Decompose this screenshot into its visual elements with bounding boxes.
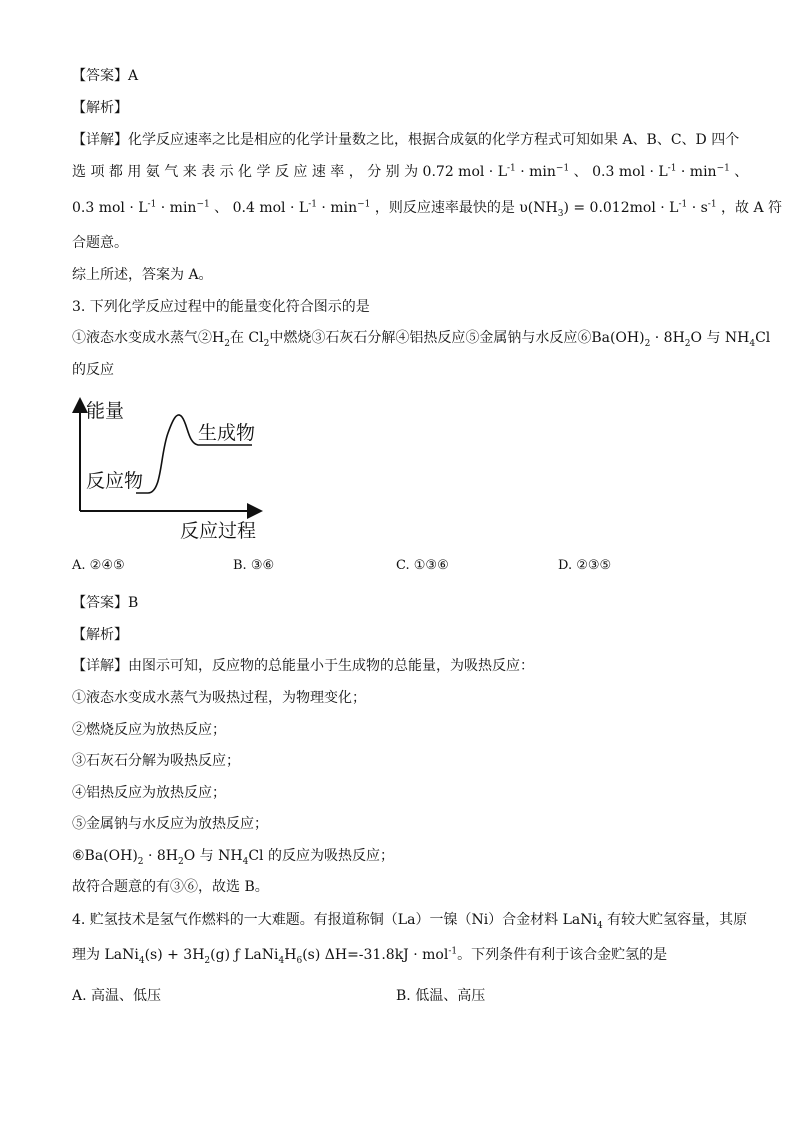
detail-line-2: 选 项 都 用 氨 气 来 表 示 化 学 反 应 速 率 ， 分 别 为 0.72 mol · $L^{-1} \cdot \min^{-1}$ 、 0.3 mol · $L^{-1} \cdot \min^{-1}$ 、 bbox=[72, 163, 749, 180]
q3-point-6: $⑥Ba(OH)_2 \cdot 8H_2O$ 与 $NH_4Cl$ 的反应为吸热反应； bbox=[72, 848, 394, 867]
summary-line: 综上所述，答案为 A。 bbox=[72, 267, 213, 283]
question-3-items: ①液态水变成水蒸气$②H_2$在 $Cl_2$中燃烧③石灰石分解④铝热反应⑤金属钠与水反应$⑥Ba(OH)_2 \cdot 8H_2O$ 与 $NH_4Cl$ bbox=[72, 330, 771, 349]
question-4-line-2: 理为 LaNi$_4$(s) + $3H_2(g)$ ƒ $LaNi_4H_6(s) \Delta H=-31.8kJ \cdot mol^{-1}$。下列条件有利于该合金贮氢的是 bbox=[72, 946, 668, 966]
q3-point-3: ③石灰石分解为吸热反应； bbox=[72, 753, 240, 769]
question-3-stem: 3. 下列化学反应过程中的能量变化符合图示的是 bbox=[72, 299, 370, 315]
answer-line bbox=[72, 67, 138, 85]
detail-line-1: 【详解】化学反应速率之比是相应的化学计量数之比，根据合成氨的化学方程式可知如果 A、B、C、D 四个 bbox=[72, 132, 740, 148]
q4-option-b: B. 低温、高压 bbox=[396, 988, 486, 1004]
option-a: A. ②④⑤ bbox=[72, 558, 125, 573]
q3-detail-intro: 【详解】由图示可知，反应物的总能量小于生成物的总能量，为吸热反应： bbox=[72, 658, 534, 674]
reactant-label: 反应物 bbox=[86, 470, 144, 492]
q3-analysis-tag: 【解析】 bbox=[72, 627, 128, 643]
analysis-tag: 【解析】 bbox=[72, 100, 128, 116]
detail-line-4: 合题意。 bbox=[72, 235, 128, 251]
option-c: C. ①③⑥ bbox=[396, 558, 449, 573]
q4-option-a: A. 高温、低压 bbox=[72, 988, 162, 1004]
detail-line-3: 0.3 mol · $L^{-1} \cdot \min^{-1}$ 、 0.4 mol · $L^{-1} \cdot \min^{-1}$ ，则反应速率最快的是 $\upsilon(NH_3) = 0.012mol \cdot L^{-1} \cdot s^{-1}$ ，故 A 符 bbox=[72, 199, 783, 219]
x-axis-label: 反应过程 bbox=[180, 520, 257, 542]
option-b: B. ③⑥ bbox=[233, 558, 275, 573]
answer-value: A bbox=[128, 68, 139, 84]
question-4-line-1: 4. 贮氢技术是氢气作燃料的一大难题。有报道称铜（La）一镍（Ni）合金材料 LaNi$_4$ 有较大贮氢容量，其原 bbox=[72, 912, 748, 931]
question-3-items-end: 的反应 bbox=[72, 362, 114, 378]
y-axis-label: 能量 bbox=[86, 400, 125, 422]
detail-tag: 【详解】 bbox=[72, 132, 128, 148]
q3-point-4: ④铝热反应为放热反应； bbox=[72, 785, 226, 801]
option-d: D. ②③⑤ bbox=[558, 558, 612, 573]
product-label: 生成物 bbox=[198, 422, 256, 444]
q3-point-2: ②燃烧反应为放热反应； bbox=[72, 722, 226, 738]
q3-point-1: ①液态水变成水蒸气为吸热过程，为物理变化； bbox=[72, 690, 366, 706]
energy-diagram bbox=[70, 393, 270, 543]
q3-answer-line: 【答案】B bbox=[72, 595, 139, 611]
q3-conclusion: 故符合题意的有③⑥，故选 B。 bbox=[72, 879, 269, 895]
answer-tag: 【答案】 bbox=[72, 68, 128, 84]
q3-point-5: ⑤金属钠与水反应为放热反应； bbox=[72, 816, 268, 832]
